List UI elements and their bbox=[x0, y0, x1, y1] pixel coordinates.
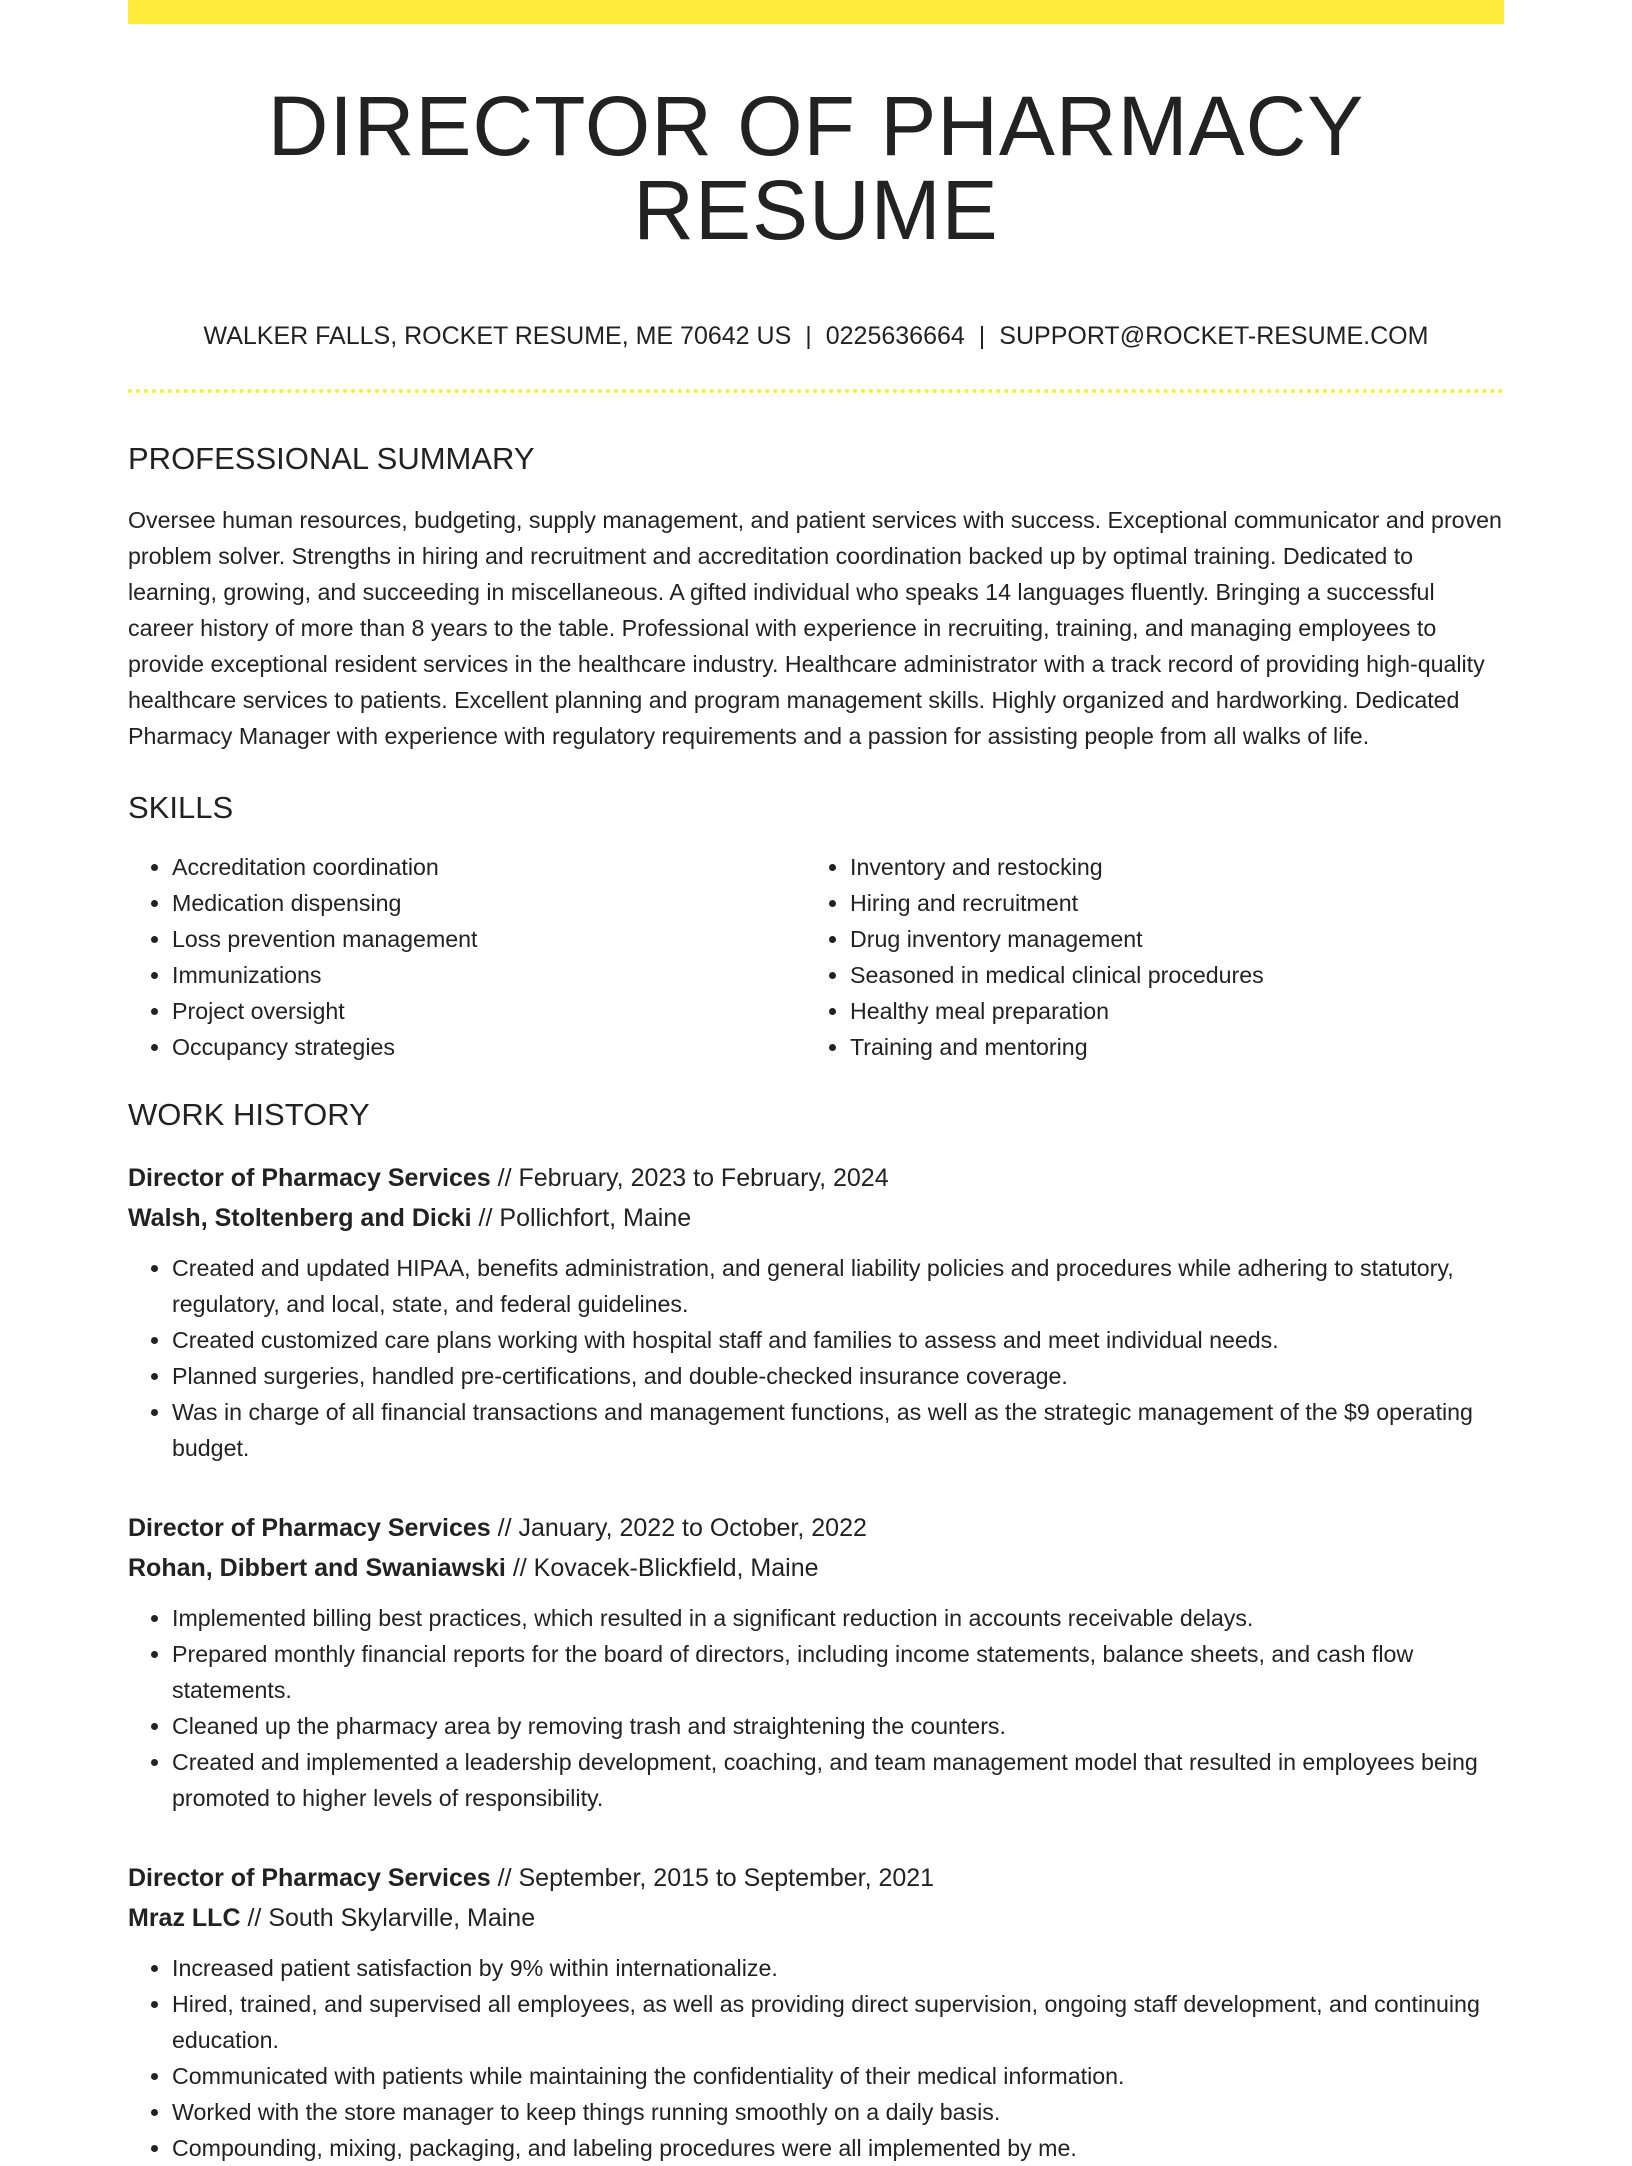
contact-email: SUPPORT@ROCKET-RESUME.COM bbox=[999, 322, 1429, 350]
job-entry bbox=[128, 1508, 1504, 1816]
skill-item: • Hiring and recruitment bbox=[850, 885, 1484, 921]
job-dates: September, 2015 to September, 2021 bbox=[518, 1864, 935, 1892]
job-bullet: • Created and implemented a leadership development, coaching, and team management model that resulted in employees being promoted to higher levels of responsibility. bbox=[172, 1744, 1504, 1816]
job-bullet: • Was in charge of all financial transactions and management functions, as well as the strategic management of the $9 operating budget. bbox=[172, 1394, 1504, 1466]
contact-phone: 0225636664 bbox=[825, 322, 965, 350]
job-entry bbox=[128, 1858, 1504, 2166]
job-location: Kovacek-Blickfield, Maine bbox=[533, 1554, 819, 1582]
contact-separator: | bbox=[978, 322, 986, 350]
job-dates: January, 2022 to October, 2022 bbox=[518, 1514, 867, 1542]
job-bullet: • Communicated with patients while maintaining the confidentiality of their medical information. bbox=[172, 2058, 1504, 2094]
job-company: Mraz LLC bbox=[128, 1904, 241, 1932]
page-title: DIRECTOR OF PHARMACY RESUME bbox=[267, 79, 1365, 257]
job-divider: // bbox=[497, 1514, 512, 1542]
job-divider: // bbox=[497, 1864, 512, 1892]
job-title: Director of Pharmacy Services bbox=[128, 1514, 491, 1542]
job-location: Pollichfort, Maine bbox=[499, 1204, 692, 1232]
job-company: Rohan, Dibbert and Swaniawski bbox=[128, 1554, 506, 1582]
job-company-line bbox=[128, 1548, 1504, 1588]
job-title-line bbox=[128, 1508, 1504, 1548]
skill-item: • Healthy meal preparation bbox=[850, 993, 1484, 1029]
job-divider: // bbox=[478, 1204, 493, 1232]
skill-item: • Drug inventory management bbox=[850, 921, 1484, 957]
skill-item: • Training and mentoring bbox=[850, 1029, 1484, 1065]
job-divider: // bbox=[247, 1904, 262, 1932]
job-title-line bbox=[128, 1858, 1504, 1898]
accent-top-bar bbox=[128, 0, 1504, 24]
job-bullet: • Prepared monthly financial reports for the board of directors, including income statements, balance sheets, and cash flow statements. bbox=[172, 1636, 1504, 1708]
skills-heading: SKILLS bbox=[128, 790, 234, 825]
job-company: Walsh, Stoltenberg and Dicki bbox=[128, 1204, 472, 1232]
skill-item: • Accreditation coordination bbox=[172, 849, 806, 885]
job-bullet: • Created customized care plans working with hospital staff and families to assess and meet individual needs. bbox=[172, 1322, 1504, 1358]
skills-list-left bbox=[128, 849, 806, 1065]
job-bullets bbox=[128, 1600, 1504, 1816]
skills-list-right bbox=[806, 849, 1484, 1065]
job-bullet: • Planned surgeries, handled pre-certifications, and double-checked insurance coverage. bbox=[172, 1358, 1504, 1394]
summary-heading: PROFESSIONAL SUMMARY bbox=[128, 441, 535, 476]
contact-address: WALKER FALLS, ROCKET RESUME, ME 70642 US bbox=[203, 322, 792, 350]
skill-item: • Loss prevention management bbox=[172, 921, 806, 957]
job-dates: February, 2023 to February, 2024 bbox=[518, 1164, 889, 1192]
job-bullet: • Cleaned up the pharmacy area by removing trash and straightening the counters. bbox=[172, 1708, 1504, 1744]
skill-item: • Occupancy strategies bbox=[172, 1029, 806, 1065]
job-bullet: • Hired, trained, and supervised all employees, as well as providing direct supervision, ongoing staff development, and continuing education. bbox=[172, 1986, 1504, 2058]
job-title: Director of Pharmacy Services bbox=[128, 1164, 491, 1192]
skill-item: • Project oversight bbox=[172, 993, 806, 1029]
contact-line bbox=[128, 324, 1504, 349]
skill-item: • Immunizations bbox=[172, 957, 806, 993]
job-title-line bbox=[128, 1158, 1504, 1198]
skill-item: • Medication dispensing bbox=[172, 885, 806, 921]
skill-item: • Inventory and restocking bbox=[850, 849, 1484, 885]
job-divider: // bbox=[497, 1164, 512, 1192]
job-bullets bbox=[128, 1950, 1504, 2166]
job-bullets bbox=[128, 1250, 1504, 1466]
job-entry bbox=[128, 1158, 1504, 1466]
job-company-line bbox=[128, 1898, 1504, 1938]
dotted-divider bbox=[128, 389, 1504, 393]
job-company-line bbox=[128, 1198, 1504, 1238]
job-divider: // bbox=[512, 1554, 527, 1582]
contact-separator: | bbox=[805, 322, 812, 350]
skills-columns bbox=[128, 849, 1504, 1065]
job-bullet: • Implemented billing best practices, which resulted in a significant reduction in accounts receivable delays. bbox=[172, 1600, 1504, 1636]
skill-item: • Seasoned in medical clinical procedures bbox=[850, 957, 1484, 993]
job-bullet: • Compounding, mixing, packaging, and labeling procedures were all implemented by me. bbox=[172, 2130, 1504, 2166]
work-history-heading: WORK HISTORY bbox=[128, 1097, 370, 1132]
job-bullet: • Worked with the store manager to keep things running smoothly on a daily basis. bbox=[172, 2094, 1504, 2130]
job-bullet: • Created and updated HIPAA, benefits administration, and general liability policies and procedures while adhering to statutory, regulatory, and local, state, and federal guidelines. bbox=[172, 1250, 1504, 1322]
resume-page bbox=[128, 0, 1504, 2166]
job-title: Director of Pharmacy Services bbox=[128, 1864, 491, 1892]
job-location: South Skylarville, Maine bbox=[268, 1904, 536, 1932]
job-bullet: • Increased patient satisfaction by 9% within internationalize. bbox=[172, 1950, 1504, 1986]
summary-text: Oversee human resources, budgeting, supply management, and patient services with success. Exceptional communicator and proven problem solver. Strengths in hiring and recruitment and accreditation coordination backed up by optimal training. Dedicated to learning, growing, and succeeding in miscellaneous. A gifted individual who speaks 14 languages fluently. Bringing a successful career history of more than 8 years to the table. Professional with experience in recruiting, training, and managing employees to provide exceptional resident services in the healthcare industry. Healthcare administrator with a track record of providing high-quality healthcare services to patients. Excellent planning and program management skills. Highly organized and hardworking. Dedicated Pharmacy Manager with experience with regulatory requirements and a passion for assisting people from all walks of life. bbox=[128, 507, 1502, 749]
